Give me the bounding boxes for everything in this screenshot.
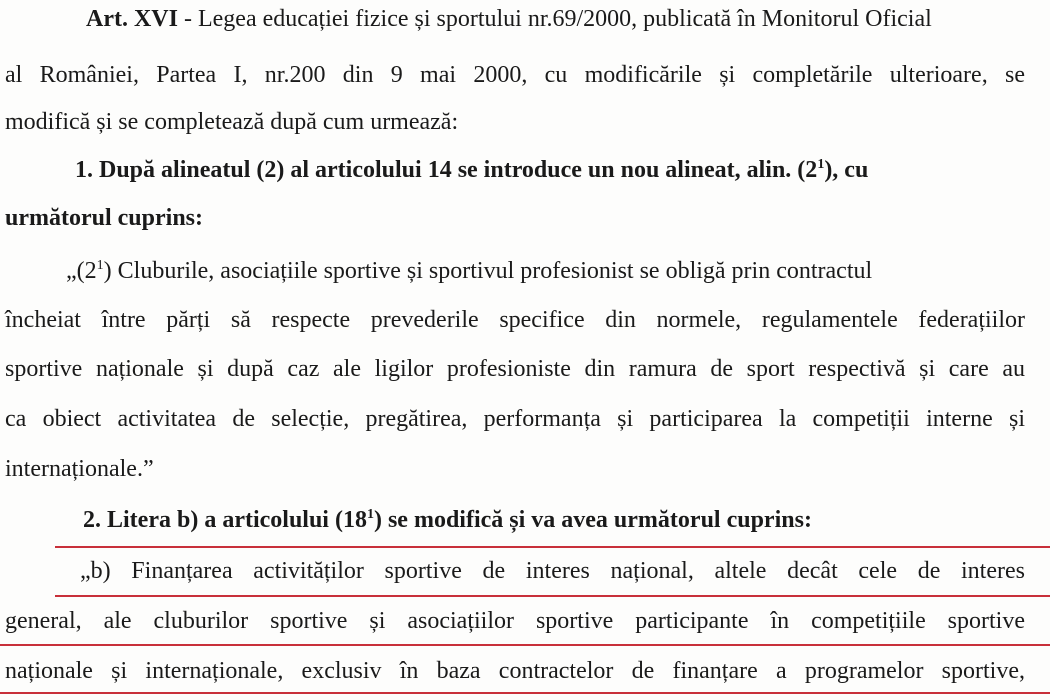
- point-1-quote-line-1: [66, 256, 872, 286]
- article-heading: Art. XVI: [86, 6, 178, 32]
- point-2-heading-superscript: 1: [366, 507, 374, 522]
- article-intro-line-3: modifică și se completează după cum urmează:: [5, 109, 459, 135]
- point-1-heading-text: 1. După alineatul (2) al articolului 14 se introduce un nou alineat, alin. (2: [75, 157, 818, 183]
- point-1-quote-text: ) Cluburile, asociațiile sportive și sportivul profesionist se obligă prin contractul: [103, 258, 873, 284]
- point-2-quote-line-1: „b) Finanțarea activităților sportive de interes național, altele decât cele de interes: [80, 558, 1025, 584]
- article-intro-line-2: al României, Partea I, nr.200 din 9 mai 2000, cu modificările și completările ulterioare, se: [5, 62, 1025, 88]
- point-2-heading: [83, 505, 812, 535]
- highlight-underline-2: [55, 595, 1050, 597]
- point-1-heading-superscript: 1: [817, 157, 825, 172]
- point-2-quote-line-3: naționale și internaționale, exclusiv în baza contractelor de finanțare a programelor sportive,: [5, 658, 1025, 684]
- point-1-heading: [75, 155, 1025, 185]
- article-intro-line-1: [86, 4, 932, 34]
- point-1-quote-line-4: ca obiect activitatea de selecție, pregătirea, performanța și participarea la competiții interne și: [5, 406, 1025, 432]
- point-1-quote-superscript: 1: [96, 258, 104, 273]
- point-1-heading-line-2: următorul cuprins:: [5, 205, 203, 231]
- point-1-quote-line-3: sportive naționale și după caz ale ligilor profesioniste din ramura de sport respectivă și care au: [5, 356, 1025, 382]
- highlight-underline-1: [55, 546, 1050, 548]
- point-1-heading-text-end: ), cu: [824, 157, 869, 183]
- point-2-quote-line-2: general, ale cluburilor sportive și asociațiilor sportive participante în competițiile sportive: [5, 608, 1025, 634]
- highlight-underline-3: [0, 644, 1050, 646]
- point-1-quote-line-5: internaționale.”: [5, 456, 154, 482]
- point-2-heading-text: 2. Litera b) a articolului (18: [83, 507, 367, 533]
- point-2-heading-text-end: ) se modifică și va avea următorul cuprins:: [373, 507, 812, 533]
- article-intro-text: - Legea educației fizice și sportului nr.69/2000, publicată în Monitorul Oficial: [177, 6, 932, 32]
- highlight-underline-4: [0, 692, 1050, 694]
- point-1-quote-line-2: încheiat între părți să respecte prevederile specifice din normele, regulamentele federațiilor: [5, 307, 1025, 333]
- point-1-quote-open: „(2: [66, 258, 97, 284]
